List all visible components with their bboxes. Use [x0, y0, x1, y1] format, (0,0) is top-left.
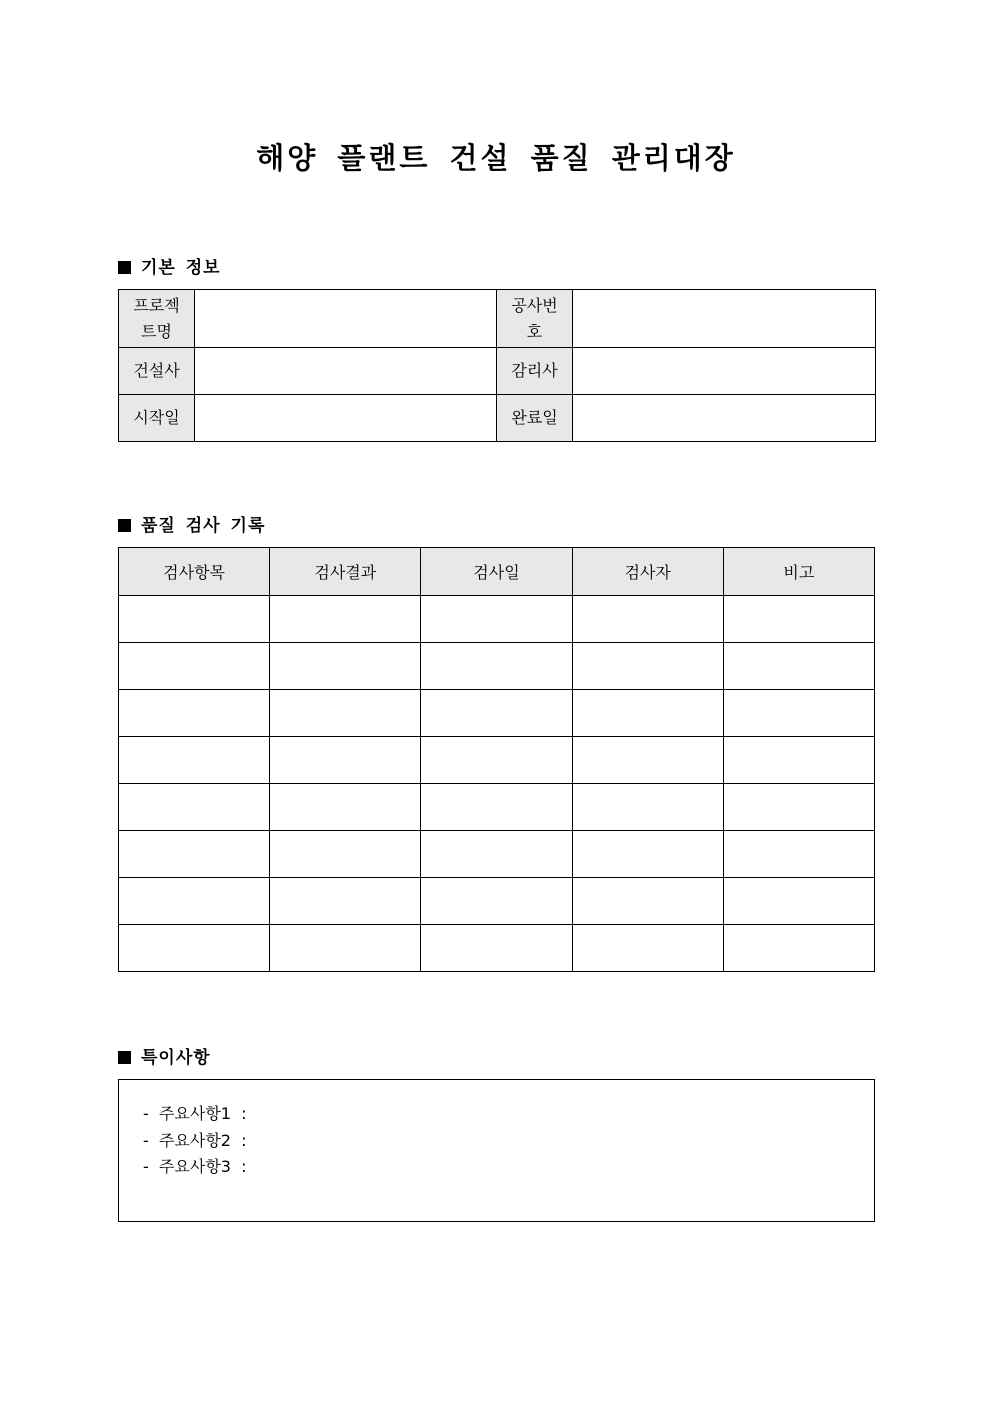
table-cell[interactable] — [270, 690, 421, 737]
table-cell[interactable] — [572, 784, 723, 831]
table-cell[interactable] — [421, 878, 572, 925]
table-row — [119, 643, 875, 690]
table-cell[interactable] — [421, 925, 572, 972]
column-header-inspection-result: 검사결과 — [270, 548, 421, 596]
table-cell[interactable] — [119, 878, 270, 925]
table-cell[interactable] — [572, 737, 723, 784]
table-cell[interactable] — [270, 831, 421, 878]
info-row-dates — [119, 395, 876, 442]
table-row — [119, 784, 875, 831]
table-cell[interactable] — [723, 925, 874, 972]
inspection-table — [118, 547, 875, 972]
table-cell[interactable] — [270, 925, 421, 972]
notes-list — [119, 1080, 874, 1181]
table-row — [119, 596, 875, 643]
field-builder[interactable] — [195, 348, 497, 395]
table-cell[interactable] — [723, 737, 874, 784]
notes-heading-text: 특이사항 — [141, 1048, 211, 1068]
info-row-project — [119, 290, 876, 348]
list-item: - 주요사항2 : — [143, 1130, 247, 1150]
field-start-date[interactable] — [195, 395, 497, 442]
table-cell[interactable] — [723, 690, 874, 737]
basic-info-heading-text: 기본 정보 — [141, 258, 221, 278]
label-project-name: 프로젝 트명 — [119, 290, 195, 348]
table-cell[interactable] — [421, 643, 572, 690]
table-cell[interactable] — [119, 784, 270, 831]
inspection-heading-text: 품질 검사 기록 — [141, 516, 266, 536]
document-title: 해양 플랜트 건설 품질 관리대장 — [256, 141, 736, 175]
field-construction-number[interactable] — [573, 290, 876, 348]
table-cell[interactable] — [421, 690, 572, 737]
list-item: - 주요사항3 : — [143, 1157, 247, 1176]
table-cell[interactable] — [270, 596, 421, 643]
table-cell[interactable] — [270, 643, 421, 690]
list-item: - 주요사항1 : — [143, 1104, 247, 1123]
field-supervisor[interactable] — [573, 348, 876, 395]
field-end-date[interactable] — [573, 395, 876, 442]
notes-box[interactable] — [118, 1079, 875, 1222]
inspection-heading — [118, 511, 265, 536]
square-bullet-icon — [118, 519, 131, 532]
square-bullet-icon — [118, 261, 131, 274]
label-end-date: 완료일 — [497, 395, 573, 442]
label-supervisor: 감리사 — [497, 348, 573, 395]
column-header-inspection-date: 검사일 — [421, 548, 572, 596]
square-bullet-icon — [118, 1051, 131, 1064]
table-cell[interactable] — [119, 643, 270, 690]
table-cell[interactable] — [119, 690, 270, 737]
table-cell[interactable] — [119, 737, 270, 784]
table-cell[interactable] — [270, 878, 421, 925]
table-cell[interactable] — [421, 596, 572, 643]
table-cell[interactable] — [270, 737, 421, 784]
table-row — [119, 925, 875, 972]
table-row — [119, 831, 875, 878]
info-row-builder — [119, 348, 876, 395]
table-cell[interactable] — [572, 878, 723, 925]
notes-heading — [118, 1043, 211, 1068]
table-cell[interactable] — [723, 784, 874, 831]
basic-info-table — [118, 289, 876, 442]
table-cell[interactable] — [723, 596, 874, 643]
label-builder: 건설사 — [119, 348, 195, 395]
table-cell[interactable] — [723, 643, 874, 690]
column-header-inspector: 검사자 — [572, 548, 723, 596]
table-cell[interactable] — [572, 643, 723, 690]
table-cell[interactable] — [119, 831, 270, 878]
column-header-inspection-item: 검사항목 — [119, 548, 270, 596]
table-cell[interactable] — [572, 596, 723, 643]
table-cell[interactable] — [421, 831, 572, 878]
table-cell[interactable] — [572, 925, 723, 972]
table-cell[interactable] — [421, 737, 572, 784]
table-cell[interactable] — [723, 878, 874, 925]
table-cell[interactable] — [723, 831, 874, 878]
table-cell[interactable] — [270, 784, 421, 831]
table-cell[interactable] — [572, 831, 723, 878]
table-cell[interactable] — [119, 596, 270, 643]
label-start-date: 시작일 — [119, 395, 195, 442]
table-cell[interactable] — [421, 784, 572, 831]
table-row — [119, 878, 875, 925]
table-cell[interactable] — [119, 925, 270, 972]
table-row — [119, 690, 875, 737]
label-construction-number: 공사번 호 — [497, 290, 573, 348]
table-row — [119, 737, 875, 784]
field-project-name[interactable] — [195, 290, 497, 348]
column-header-remarks: 비고 — [723, 548, 874, 596]
inspection-header-row — [119, 548, 875, 596]
basic-info-heading — [118, 253, 221, 278]
table-cell[interactable] — [572, 690, 723, 737]
